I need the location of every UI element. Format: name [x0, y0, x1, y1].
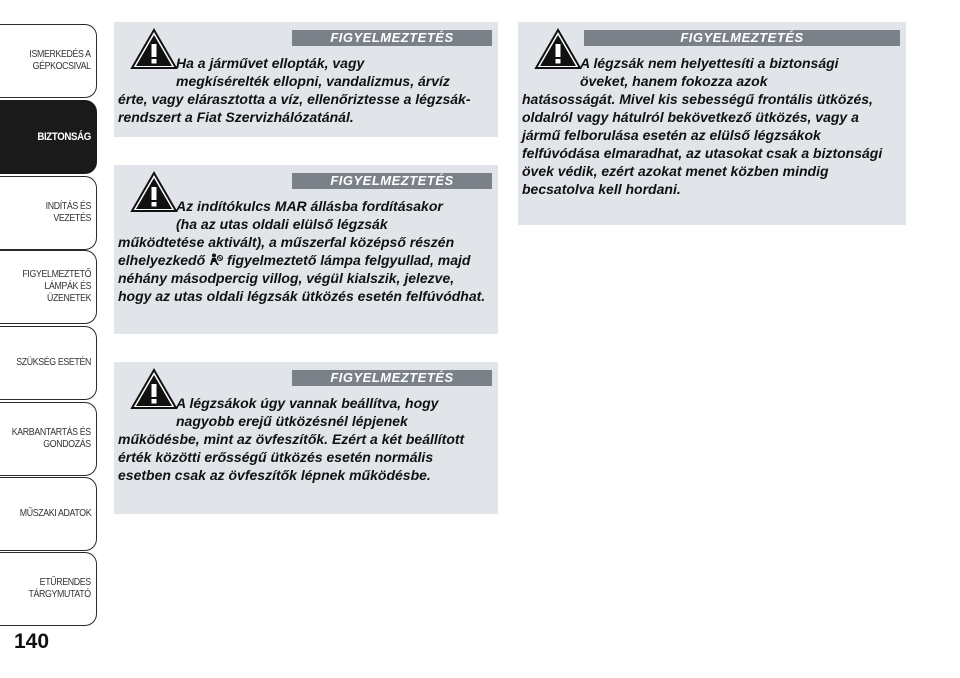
- tab-label: BIZTONSÁG: [37, 131, 91, 143]
- warning-text: [118, 197, 488, 305]
- tab-label: ETŰRENDES TÁRGYMUTATÓ: [28, 577, 91, 600]
- warning-box: [114, 22, 498, 137]
- warning-line: nagyobb erejű ütközésnél lépjenek: [176, 413, 408, 429]
- warning-body: hatásosságát. Mivel kis sebességű frontális ütközés, oldalról vagy hátulról bekövetkező ütközés, vagy a jármű felborulása esetén az elülső légzsákok felfúvódása elmaradhat, az utasokat csak a biztonsági övek védik, ezért azokat menet közben mindig becsatolva kell hordani.: [522, 91, 883, 197]
- tab-figyelmezteto[interactable]: [0, 250, 97, 324]
- warning-box: [518, 22, 906, 225]
- warning-line: A légzsák nem helyettesíti a biztonsági: [580, 55, 839, 71]
- tab-ismerkedes[interactable]: [0, 24, 97, 98]
- warning-line: öveket, hanem fokozza azok: [580, 73, 768, 89]
- tab-label: FIGYELMEZTETŐ LÁMPÁK ÉS ÜZENETEK: [22, 269, 91, 304]
- tab-targymutato[interactable]: [0, 552, 97, 626]
- page-number: 140: [14, 630, 50, 653]
- tab-label: MŰSZAKI ADATOK: [19, 508, 91, 519]
- tab-label: KARBANTARTÁS ÉS GONDOZÁS: [11, 427, 91, 450]
- warning-line: A légzsákok úgy vannak beállítva, hogy: [176, 395, 439, 411]
- warning-line: Az indítókulcs MAR állásba fordításakor: [176, 198, 443, 214]
- tab-muszaki[interactable]: [0, 477, 97, 551]
- chapter-sidebar: [0, 0, 102, 678]
- warning-header: FIGYELMEZTETÉS: [584, 30, 900, 46]
- warning-header: FIGYELMEZTETÉS: [292, 370, 492, 386]
- tab-biztonsag[interactable]: [0, 100, 97, 174]
- warning-box: [114, 362, 498, 514]
- warning-text: [118, 54, 488, 126]
- warning-box: [114, 165, 498, 334]
- tab-label: SZÜKSÉG ESETÉN: [16, 357, 91, 368]
- warning-body: működésbe, mint az övfeszítők. Ezért a két beállított érték közötti erősségű ütközés esetén normális esetben csak az övfeszítők lépnek működésbe.: [118, 431, 465, 483]
- warning-body: figyelmeztető lámpa felgyullad, majd néhány másodpercig villog, végül kialszik, jelezve, hogy az utas oldali légzsák ütközés esetén felfúvódhat.: [118, 252, 486, 304]
- warning-header: FIGYELMEZTETÉS: [292, 30, 492, 46]
- warning-text: [522, 54, 896, 198]
- warning-body: érte, vagy elárasztotta a víz, ellenőriztesse a légzsák-rendszert a Fiat Szervizhálózatánál.: [118, 91, 471, 125]
- warning-line: Ha a járművet ellopták, vagy: [176, 55, 365, 71]
- warning-text: [118, 394, 488, 484]
- tab-label: INDÍTÁS ÉS VEZETÉS: [45, 201, 91, 224]
- airbag-off-icon: [209, 253, 223, 266]
- warning-body: működtetése aktivált), a műszerfal középső részén elhelyezkedő: [118, 234, 455, 268]
- warning-line: (ha az utas oldali elülső légzsák: [176, 216, 388, 232]
- warning-line: megkísérelték ellopni, vandalizmus, árvíz: [176, 73, 450, 89]
- tab-inditas[interactable]: [0, 176, 97, 250]
- tab-szukseg[interactable]: [0, 326, 97, 400]
- tab-karbantartas[interactable]: [0, 402, 97, 476]
- tab-label: ISMERKEDÉS A GÉPKOCSIVAL: [29, 49, 91, 72]
- warning-header: FIGYELMEZTETÉS: [292, 173, 492, 189]
